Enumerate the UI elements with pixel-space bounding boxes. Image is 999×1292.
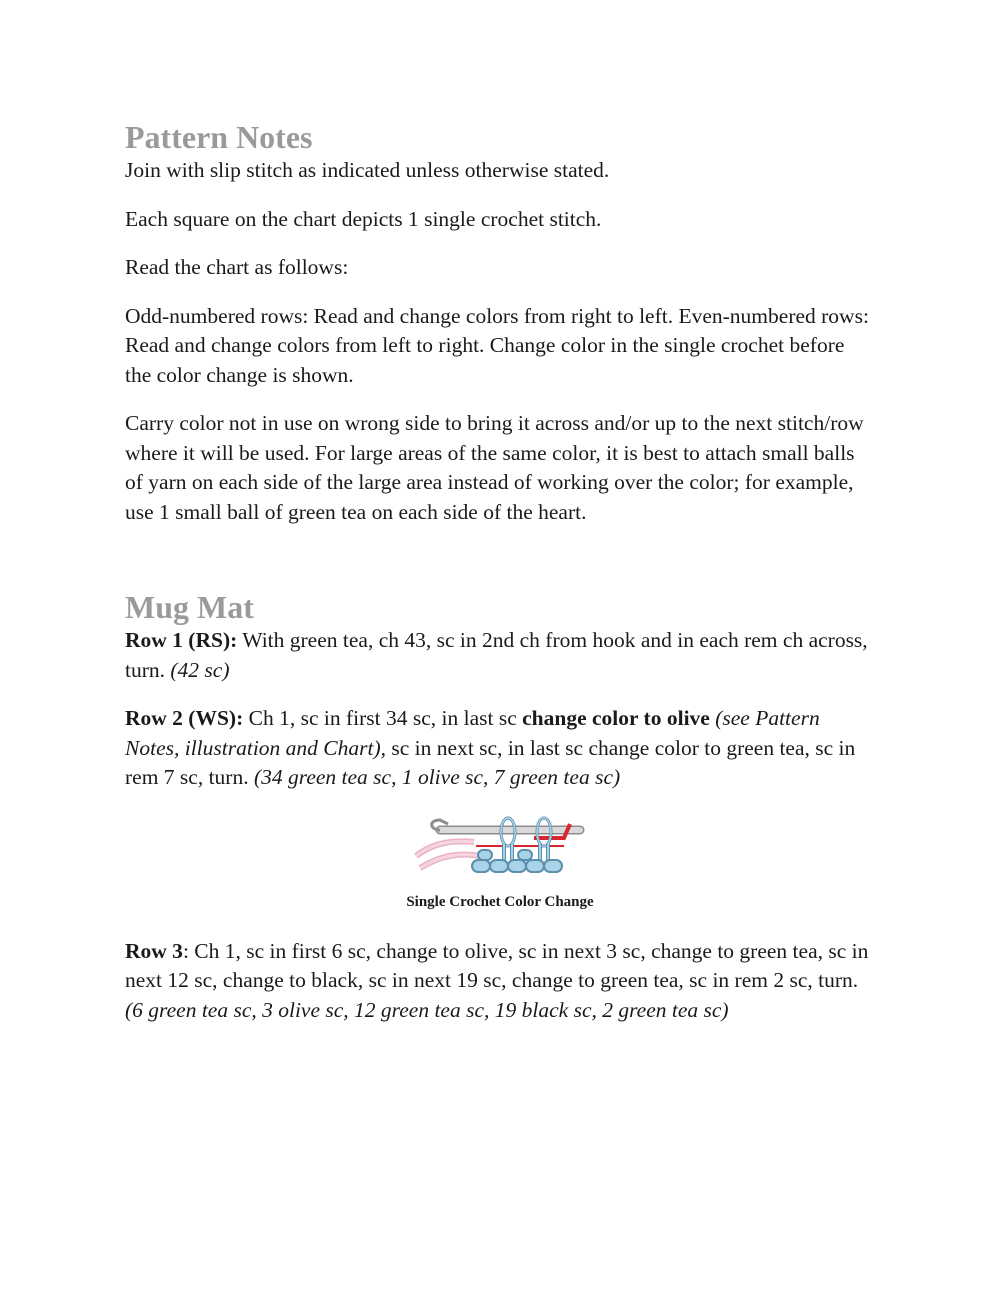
row-1-label: Row 1 (RS): bbox=[125, 628, 238, 652]
mug-mat-heading: Mug Mat bbox=[125, 589, 254, 625]
row-1-text: With green tea, ch 43, sc in 2nd ch from hook and in each rem ch across, turn. bbox=[125, 628, 868, 682]
document-page bbox=[125, 118, 875, 1044]
pattern-notes-heading: Pattern Notes bbox=[125, 119, 313, 155]
row-2-text-1: Ch 1, sc in first 34 sc, in last sc bbox=[243, 706, 523, 730]
note-paragraph-4: Odd-numbered rows: Read and change colors from right to left. Even-numbered rows: Read and change colors from left to right. Change color in the single crochet before the color change is shown. bbox=[125, 303, 869, 387]
figure-caption: Single Crochet Color Change bbox=[406, 893, 594, 910]
section-spacer bbox=[125, 546, 875, 588]
row-3-instruction bbox=[125, 937, 875, 1026]
note-paragraph-3: Read the chart as follows: bbox=[125, 255, 349, 279]
row-2-instruction bbox=[125, 704, 875, 793]
color-change-figure bbox=[125, 812, 875, 876]
row-3-count: (6 green tea sc, 3 olive sc, 12 green tea sc, 19 black sc, 2 green tea sc) bbox=[125, 997, 729, 1022]
note-paragraph-5: Carry color not in use on wrong side to bring it across and/or up to the next stitch/row where it will be used. For large areas of the same color, it is best to attach small balls of yarn on each side of the large area instead of working over the color; for example, use 1 small ball of green tea on each side of the heart. bbox=[125, 411, 864, 524]
row-1-instruction bbox=[125, 626, 875, 685]
row-3-label: Row 3 bbox=[125, 938, 183, 963]
row-2-note: (see Pattern Notes, illustration and Chart), bbox=[125, 706, 820, 760]
crochet-hook-color-change-illustration-icon bbox=[414, 812, 586, 876]
row-2-text-2: sc in next sc, in last sc change color to green tea, sc in rem 7 sc, turn. bbox=[125, 735, 856, 789]
note-paragraph-2: Each square on the chart depicts 1 single crochet stitch. bbox=[125, 206, 602, 231]
row-2-color-change: change color to olive bbox=[522, 706, 710, 730]
row-1-count: (42 sc) bbox=[170, 657, 230, 682]
note-paragraph-1: Join with slip stitch as indicated unless otherwise stated. bbox=[125, 158, 610, 182]
row-3-text: : Ch 1, sc in first 6 sc, change to olive, sc in next 3 sc, change to green tea, sc in next 12 sc, change to black, sc in next 19 sc, change to green tea, sc in rem 2 sc, turn. bbox=[125, 938, 869, 992]
row-2-label: Row 2 (WS): bbox=[125, 706, 244, 730]
row-2-count: (34 green tea sc, 1 olive sc, 7 green tea sc) bbox=[253, 765, 621, 789]
